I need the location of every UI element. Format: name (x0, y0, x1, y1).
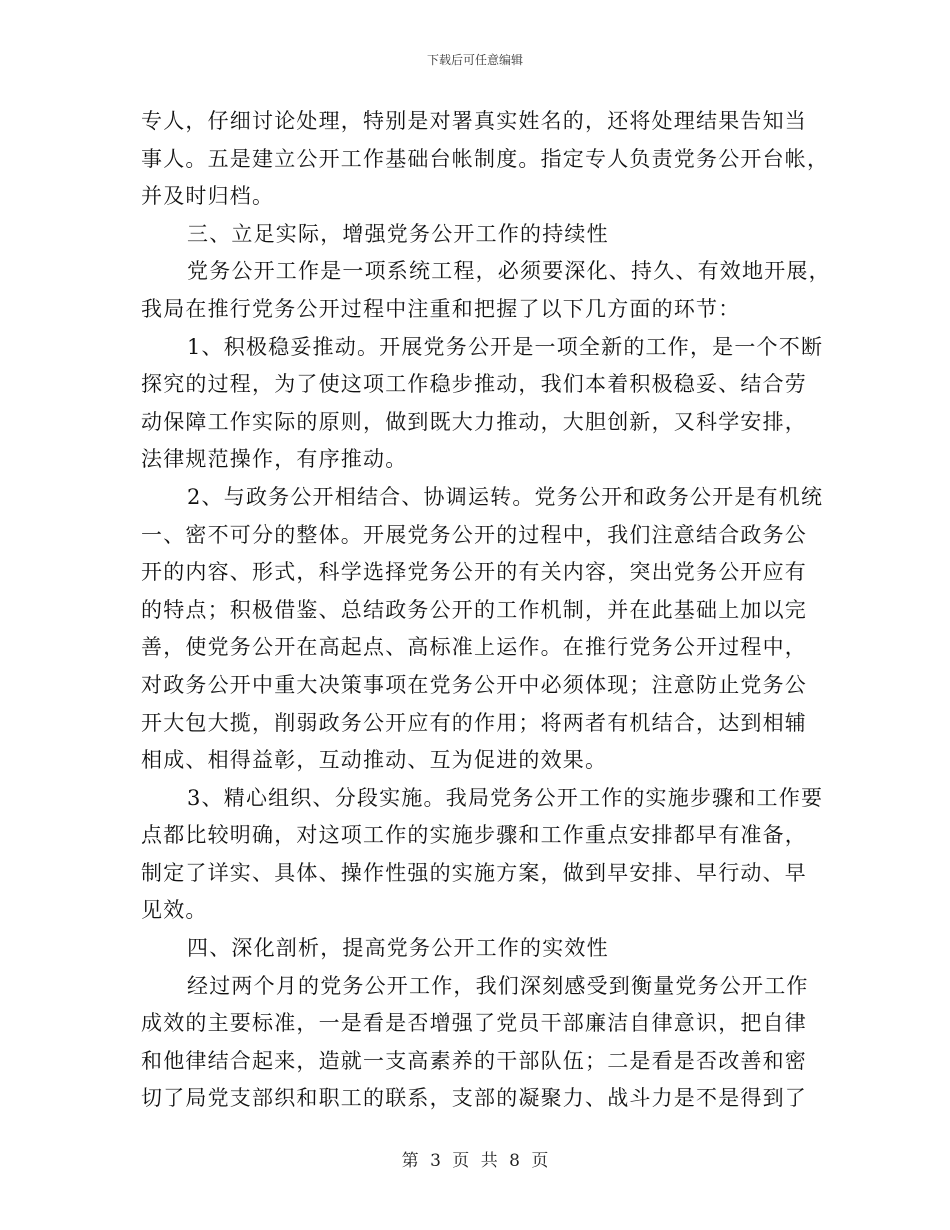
text-line: 探究的过程，为了使这项工作稳步推动，我们本着积极稳妥、结合劳 (141, 372, 807, 397)
text-line: 成效的主要标准，一是看是否增强了党员干部廉洁自律意识，把自律 (141, 1011, 807, 1036)
text-line: 开的内容、形式，科学选择党务公开的有关内容，突出党务公开应有 (141, 560, 807, 585)
section-heading-3: 三、立足实际，增强党务公开工作的持续性 (187, 221, 609, 246)
text-line: 切了局党支部织和职工的联系，支部的凝聚力、战斗力是不是得到了 (141, 1086, 807, 1111)
document-body (141, 103, 831, 1118)
text-line: 我局在推行党务公开过程中注重和把握了以下几方面的环节： (141, 296, 741, 321)
text-line: 相成、相得益彰，互动推动、互为促进的效果。 (141, 748, 608, 773)
text-line: 动保障工作实际的原则，做到既大力推动，大胆创新，又科学安排， (141, 409, 807, 434)
page-footer: 第 3 页 共 8 页 (401, 1151, 549, 1171)
text-line: 专人，仔细讨论处理，特别是对署真实姓名的，还将处理结果告知当 (141, 109, 807, 133)
text-line: 和他律结合起来，造就一支高素养的干部队伍；二是看是否改善和密 (141, 1048, 807, 1073)
text-line: 的特点；积极借鉴、总结政务公开的工作机制，并在此基础上加以完 (141, 597, 807, 622)
text-line: 事人。五是建立公开工作基础台帐制度。指定专人负责党务公开台帐， (141, 146, 830, 171)
text-line: 法律规范操作，有序推动。 (141, 447, 408, 472)
section-heading-4: 四、深化剖析，提高党务公开工作的实效性 (187, 936, 609, 961)
list-item-3: 3、精心组织、分段实施。我局党务公开工作的实施步骤和工作要 (187, 785, 824, 810)
text-line: 点都比较明确，对这项工作的实施步骤和工作重点安排都早有准备， (141, 823, 807, 848)
text-line: 经过两个月的党务公开工作，我们深刻感受到衡量党务公开工作 (187, 973, 809, 998)
list-item-2: 2、与政务公开相结合、协调运转。党务公开和政务公开是有机统 (187, 484, 824, 509)
list-item-1: 1、积极稳妥推动。开展党务公开是一项全新的工作，是一个不断 (187, 334, 824, 359)
page-header: 下载后可任意编辑 (426, 53, 523, 67)
text-line: 一、密不可分的整体。开展党务公开的过程中，我们注意结合政务公 (141, 522, 807, 547)
text-line: 见效。 (141, 898, 208, 923)
text-line: 党务公开工作是一项系统工程，必须要深化、持久、有效地开展， (187, 259, 831, 284)
text-line: 并及时归档。 (141, 184, 275, 209)
text-line: 对政务公开中重大决策事项在党务公开中必须体现；注意防止党务公 (141, 672, 807, 697)
text-line: 善，使党务公开在高起点、高标准上运作。在推行党务公开过程中， (141, 635, 807, 660)
text-line: 制定了详实、具体、操作性强的实施方案，做到早安排、早行动、早 (141, 860, 807, 885)
text-line: 开大包大揽，削弱政务公开应有的作用；将两者有机结合，达到相辅 (141, 710, 807, 735)
